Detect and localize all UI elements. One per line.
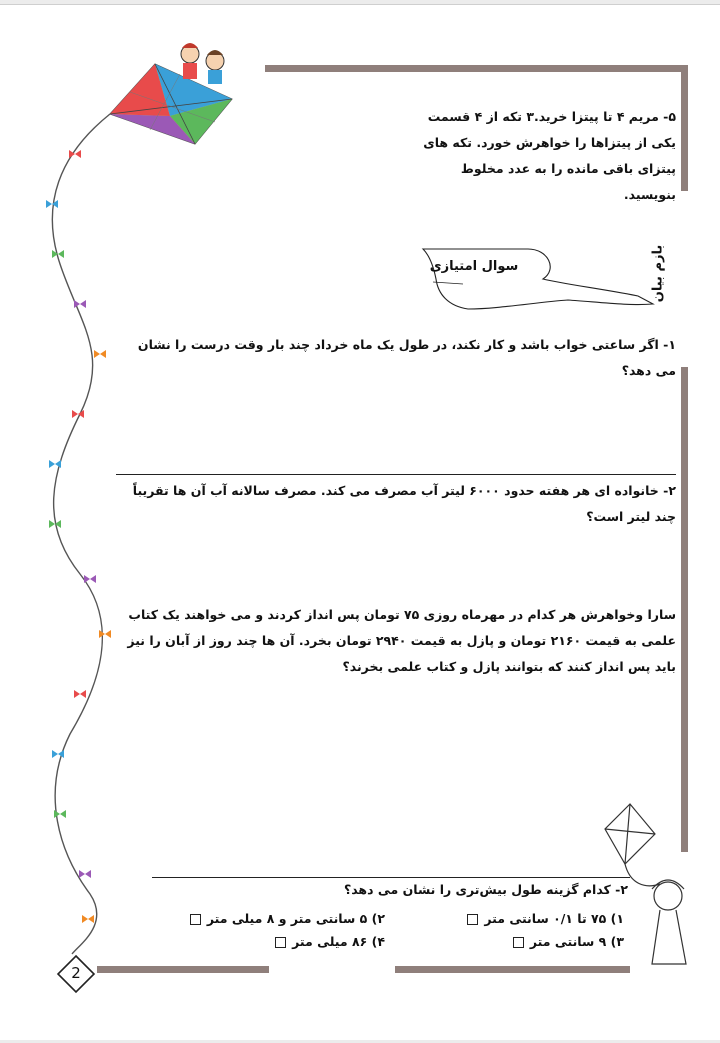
option-4-checkbox[interactable]: [275, 937, 286, 948]
worksheet-page: [0, 4, 720, 1040]
extra-question-label: سوال امتیازی: [429, 259, 519, 274]
side-badge-text: بازم بیان: [650, 244, 666, 303]
bonus-question-1-text: ۱- اگر ساعتی خواب باشد و کار نکند، در طول یک ماه خرداد چند بار وقت درست را نشان می دهد؟: [137, 337, 676, 378]
option-3[interactable]: [513, 934, 624, 949]
option-2[interactable]: [190, 911, 385, 926]
option-1-label: ۱) ۷۵ تا ۰/۱ سانتی متر: [484, 911, 624, 926]
multiple-choice-prompt: ۲- کدام گزینه طول بیش‌تری را نشان می دهد؟: [343, 882, 628, 897]
option-1-checkbox[interactable]: [467, 914, 478, 925]
page-number-badge: [56, 954, 96, 994]
option-4[interactable]: [275, 934, 385, 949]
option-1[interactable]: [467, 911, 624, 926]
option-2-checkbox[interactable]: [190, 914, 201, 925]
extra-question-banner: [418, 244, 658, 314]
option-3-checkbox[interactable]: [513, 937, 524, 948]
kite-image: [110, 43, 232, 144]
question-5-text: ۵- مریم ۴ تا پیتزا خرید.۳ تکه از ۴ قسمت یکی از پیتزاها را خواهرش خورد. تکه های پیتزای باقی مانده را به عدد مخلوط بنویسید.: [423, 109, 676, 202]
banner-scroll-shape: [418, 244, 658, 314]
option-4-label: ۴) ۸۶ میلی متر: [292, 934, 385, 949]
page-number: 2: [71, 964, 81, 982]
bonus-question-2-text: ۲- خانواده ای هر هفته حدود ۶۰۰۰ لیتر آب مصرف می کند. مصرف سالانه آب آن ها تقریباً چند لیتر است؟: [132, 483, 676, 524]
separator-line-1: [116, 474, 676, 475]
option-3-label: ۳) ۹ سانتی متر: [529, 934, 624, 949]
kite-tail-string: [52, 114, 110, 954]
bonus-question-3-text: سارا وخواهرش هر کدام در مهرماه روزی ۷۵ تومان پس انداز کردند و می خواهند یک کتاب علمی به قیمت ۲۱۶۰ تومان و پازل به قیمت ۲۹۴۰ تومان بخرد. آن ها چند روز از آبان را نیز باید پس انداز کنند که بتوانند پازل و کتاب علمی بخرند؟: [127, 607, 676, 674]
option-2-label: ۲) ۵ سانتی متر و ۸ میلی متر: [206, 911, 385, 926]
